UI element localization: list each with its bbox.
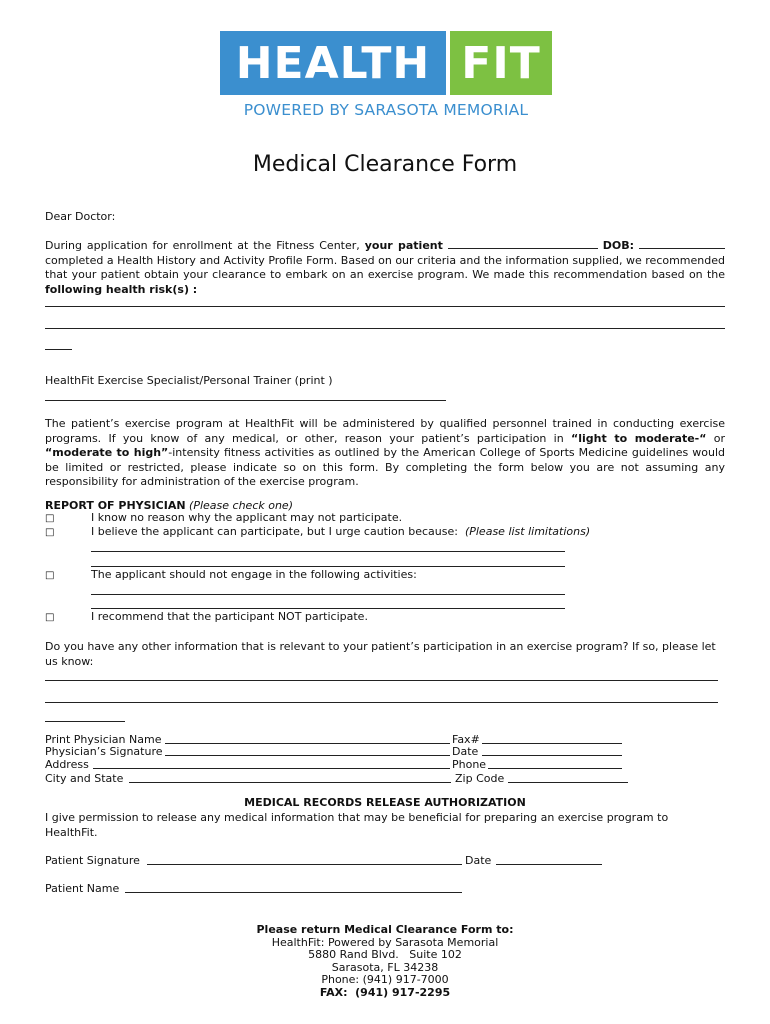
healthfit-logo [220, 31, 552, 119]
option-3-label: The applicant should not engage in the following activities: [91, 568, 417, 581]
other-info-line-2[interactable] [45, 702, 718, 703]
release-heading [0, 797, 770, 810]
physician-row-4 [45, 772, 725, 786]
dob-label: DOB: [602, 239, 635, 252]
physician-signature-field[interactable] [165, 745, 450, 756]
physician-row-2 [45, 745, 725, 759]
your-patient-label: your patient [364, 239, 443, 252]
patient-date-label: Date [465, 854, 492, 867]
health-risk-line-1[interactable] [45, 306, 725, 307]
zip-field[interactable] [508, 772, 628, 783]
program-text-1: The patient’s exercise program at HealthFit will be administered by qualified personnel trained in conducting exercise programs. If you know of any medical, or other, reason your patient’s participation in [45, 417, 725, 445]
logo-health-word: HEALTH [220, 31, 446, 95]
program-or: or [713, 431, 726, 445]
form-title: Medical Clearance Form [252, 152, 518, 177]
limitations-line-2[interactable] [91, 566, 565, 567]
program-paragraph [45, 417, 725, 490]
physician-row-3 [45, 758, 725, 772]
address-field[interactable] [93, 758, 450, 769]
patient-name-label: Patient Name [45, 882, 120, 895]
patient-name-field[interactable] [448, 238, 598, 249]
return-org: HealthFit: Powered by Sarasota Memorial [271, 935, 499, 949]
physician-signature-label: Physician’s Signature [45, 745, 163, 758]
report-instruction: (Please check one) [189, 499, 293, 512]
option-2-label [91, 525, 590, 538]
option-3-checkbox[interactable]: □ [45, 570, 55, 581]
option-1-checkbox[interactable]: □ [45, 513, 55, 524]
dob-field[interactable] [639, 238, 725, 249]
logo-tagline: POWERED BY SARASOTA MEMORIAL [243, 101, 529, 119]
phone-label: Phone [452, 758, 487, 771]
option-4-label: I recommend that the participant NOT participate. [91, 610, 368, 623]
print-physician-name-label: Print Physician Name [45, 733, 162, 746]
patient-name-row [45, 882, 725, 896]
phone-field[interactable] [488, 758, 622, 769]
return-street: 5880 Rand Blvd. Suite 102 [308, 948, 462, 961]
release-text: I give permission to release any medical information that may be beneficial for preparing an exercise program to HealthFit. [45, 811, 669, 839]
return-phone: Phone: (941) 917-7000 [321, 973, 449, 986]
patient-name-signoff-field[interactable] [125, 882, 462, 893]
option-2-checkbox[interactable]: □ [45, 527, 55, 538]
salutation: Dear Doctor: [45, 210, 116, 223]
light-moderate-label: “light to moderate-“ [570, 431, 707, 445]
moderate-high-label: “moderate to high” [45, 446, 169, 459]
limitations-line-1[interactable] [91, 551, 565, 552]
specialist-label: HealthFit Exercise Specialist/Personal Trainer (print ) [45, 374, 333, 387]
intro-paragraph [45, 238, 725, 297]
other-info-line-3[interactable] [45, 721, 125, 722]
other-info-question: Do you have any other information that is relevant to your patient’s participation in an exercise program? If so, please let us know: [45, 640, 716, 668]
date-label: Date [452, 745, 479, 758]
return-heading: Please return Medical Clearance Form to: [256, 923, 514, 936]
health-risk-label: following health risk(s) : [45, 282, 198, 296]
return-city: Sarasota, FL 34238 [331, 960, 439, 974]
print-physician-name-field[interactable] [165, 733, 450, 744]
city-state-label: City and State [45, 772, 124, 785]
activities-line-1[interactable] [91, 594, 565, 595]
report-heading-label: REPORT OF PHYSICIAN [45, 499, 186, 512]
program-text-2: -intensity fitness activities as outlined by the American College of Sports Medicine guidelines would be limited or restricted, please indicate so on this form. By completing the form below you are not assuming any responsibility for administration of the exercise program. [45, 446, 725, 488]
zip-label: Zip Code [455, 772, 505, 785]
other-info-line-1[interactable] [45, 680, 718, 681]
intro-text-2: completed a Health History and Activity Profile Form. Based on our criteria and the information supplied, we recommended that your patient obtain your clearance to embark on an exercise program. We made this recommendation based on the [45, 253, 725, 281]
return-info [0, 924, 770, 999]
release-heading-text: MEDICAL RECORDS RELEASE AUTHORIZATION [244, 796, 526, 809]
health-risk-line-3[interactable] [45, 349, 72, 350]
option-4-checkbox[interactable]: □ [45, 612, 55, 623]
address-label: Address [45, 758, 89, 771]
fax-label: Fax# [452, 733, 480, 746]
option-2-text: I believe the applicant can participate, but I urge caution because: [91, 525, 458, 538]
limitations-note: (Please list limitations) [464, 525, 591, 538]
patient-date-field[interactable] [496, 854, 602, 865]
patient-signature-label: Patient Signature [45, 854, 140, 867]
return-fax: FAX: (941) 917-2295 [319, 985, 451, 999]
date-field[interactable] [482, 745, 622, 756]
option-1-label: I know no reason why the applicant may not participate. [91, 511, 403, 524]
activities-line-2[interactable] [91, 608, 565, 609]
intro-text-1: During application for enrollment at the Fitness Center, [45, 239, 360, 252]
specialist-name-field[interactable] [45, 400, 446, 401]
fax-field[interactable] [482, 733, 622, 744]
logo-fit-word: FIT [450, 31, 552, 95]
health-risk-line-2[interactable] [45, 328, 725, 329]
city-state-field[interactable] [129, 772, 451, 783]
patient-signature-row [45, 854, 725, 868]
patient-signature-field[interactable] [147, 854, 462, 865]
